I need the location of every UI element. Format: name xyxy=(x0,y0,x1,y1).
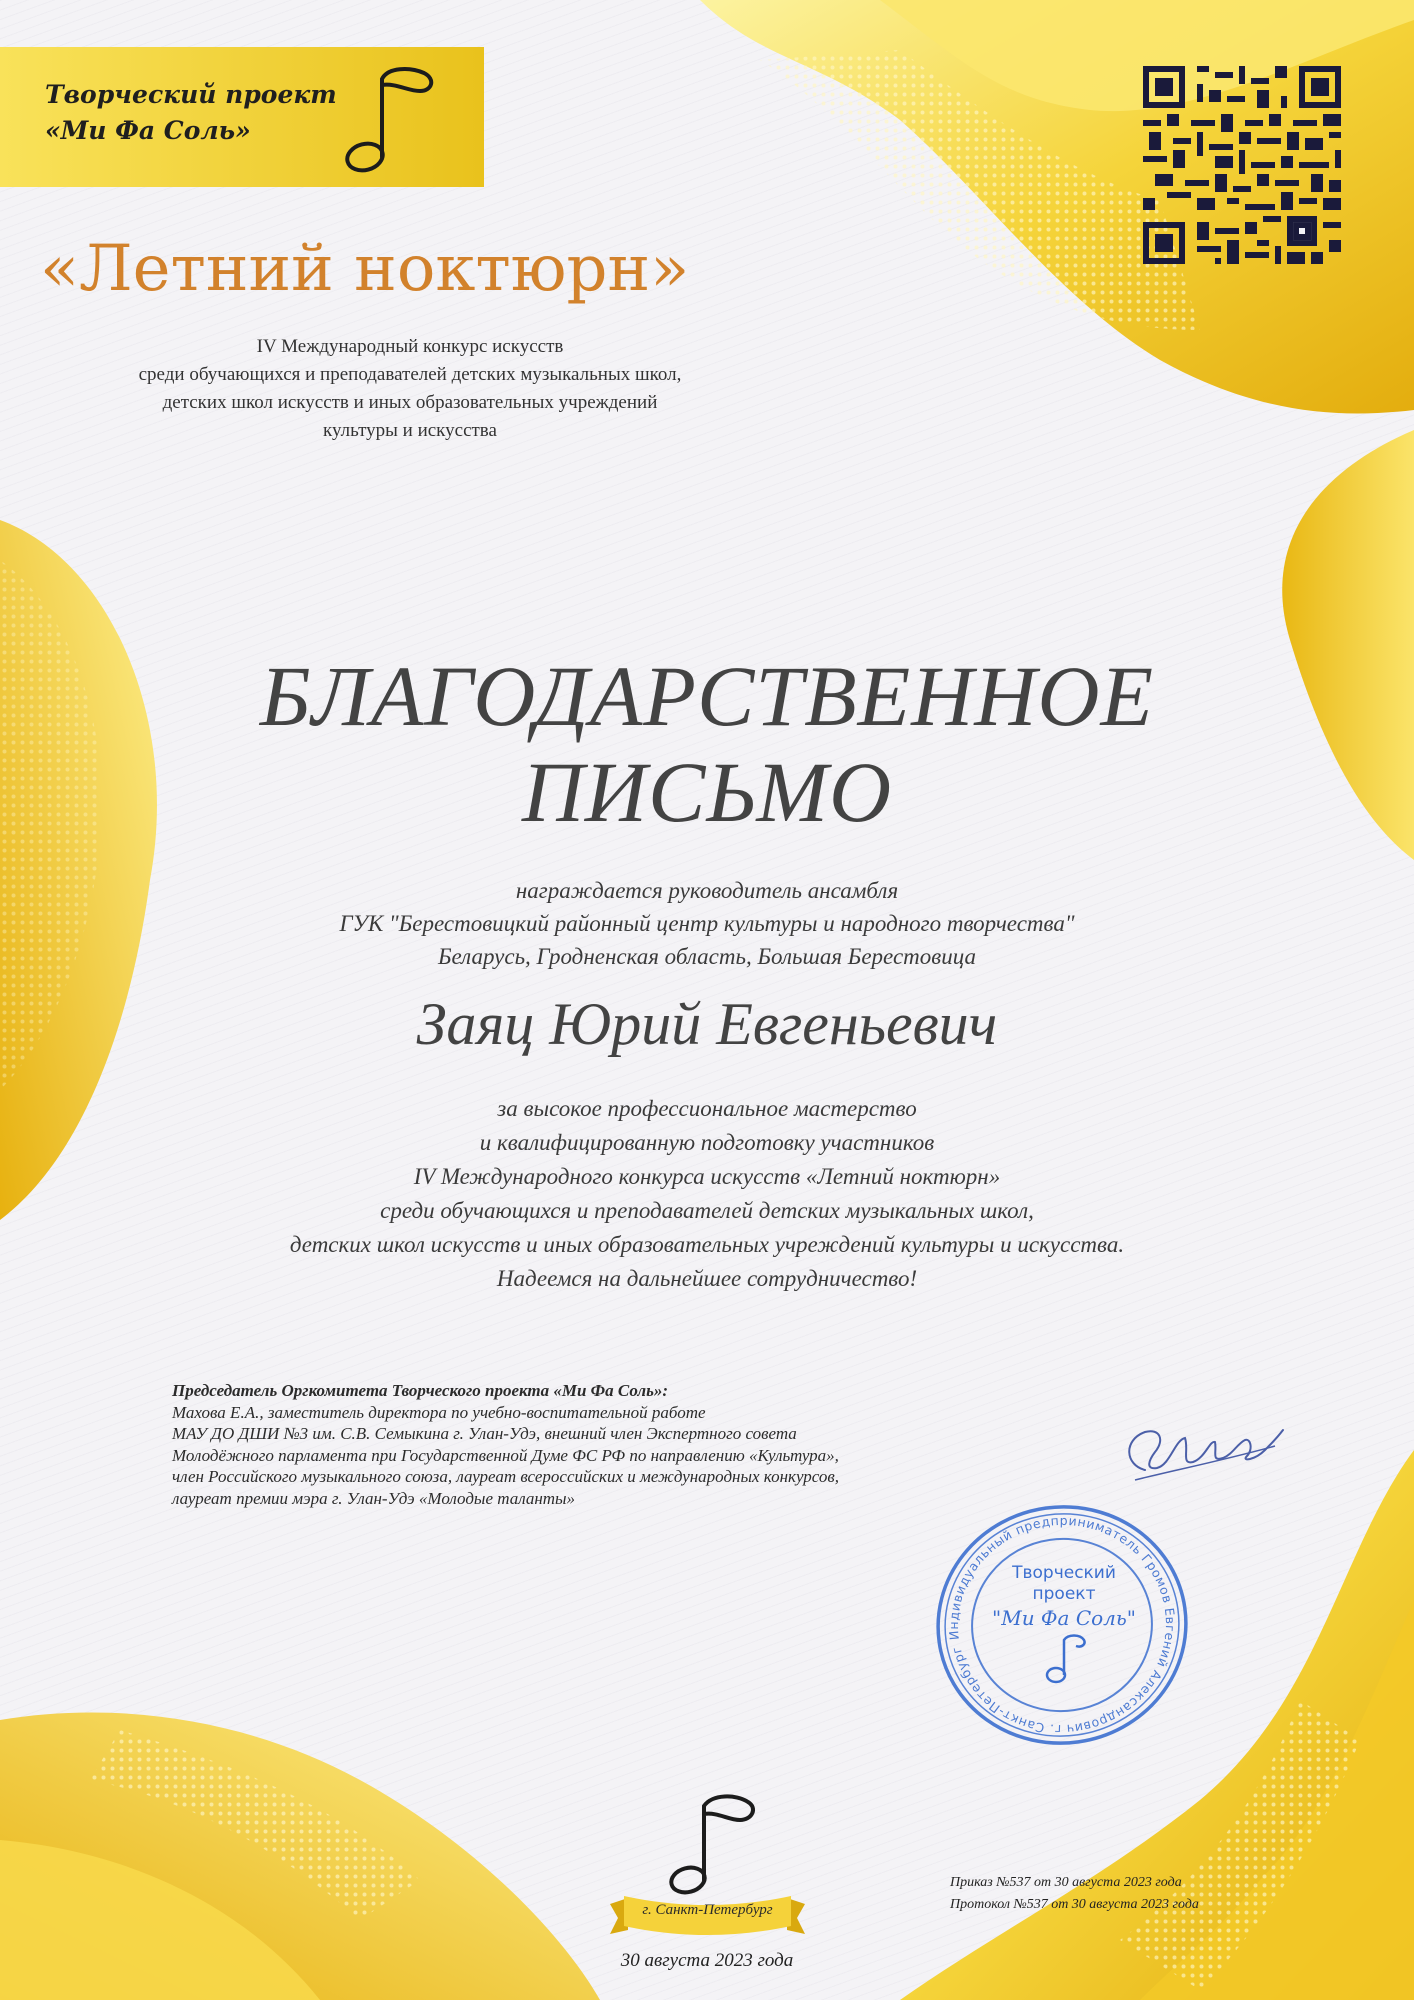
organizer-info xyxy=(172,1380,1072,1509)
logo-line-2: «Ми Фа Соль» xyxy=(45,116,251,145)
contest-subtitle-line: среди обучающихся и преподавателей детских музыкальных школ, xyxy=(138,364,682,385)
project-logo xyxy=(0,47,484,187)
seal-text-line: Творческий xyxy=(1012,1563,1116,1583)
reason-line: среди обучающихся и преподавателей детских музыкальных школ, xyxy=(380,1198,1034,1223)
contest-title: «Летний ноктюрн» xyxy=(40,232,690,306)
issue-date: 30 августа 2023 года xyxy=(620,1950,794,1971)
signature xyxy=(1115,1410,1285,1490)
organizer-line: член Российского музыкального союза, лауреат всероссийских и международных конкурсов, xyxy=(172,1467,840,1486)
organizer-line: Молодёжного парламента при Государственной Думе ФС РФ по направлению «Культура», xyxy=(172,1445,839,1465)
contest-subtitle-line: детских школ искусств и иных образовательных учреждений xyxy=(162,392,658,413)
contest-subtitle-line: культуры и искусства xyxy=(323,420,497,441)
city-label: г. Санкт-Петербург xyxy=(642,1902,773,1918)
document-title xyxy=(0,648,1414,840)
logo-line-1: Творческий проект xyxy=(45,80,337,109)
organizer-line: Махова Е.А., заместитель директора по учебно-воспитательной работе xyxy=(172,1402,706,1422)
organizer-line: МАУ ДО ДШИ №3 им. С.В. Семыкина г. Улан-Удэ, внешний член Экспертного совета xyxy=(172,1424,797,1443)
protocol-number: Протокол №537 от 30 августа 2023 года xyxy=(950,1897,1199,1912)
seal-ring-text: Индивидуальный предприниматель Громов Евгений Александрович г. Санкт-Петербург xyxy=(946,1512,1178,1738)
organizer-heading: Председатель Оргкомитета Творческого проекта «Ми Фа Соль»: xyxy=(172,1381,669,1400)
qr-code[interactable] xyxy=(1143,66,1341,264)
seal-text-line: проект xyxy=(1032,1584,1096,1604)
order-number: Приказ №537 от 30 августа 2023 года xyxy=(950,1875,1182,1890)
reason-line: за высокое профессиональное мастерство xyxy=(497,1096,917,1121)
music-note-icon xyxy=(664,1790,764,1900)
music-note-icon xyxy=(340,61,450,177)
reason-line: Надеемся на дальнейшее сотрудничество! xyxy=(496,1266,918,1291)
reason-line: и квалифицированную подготовку участников xyxy=(479,1130,935,1155)
document-title-line-1: БЛАГОДАРСТВЕННОЕ xyxy=(259,648,1155,744)
project-logo-text xyxy=(45,77,375,149)
music-note-icon xyxy=(1047,1636,1085,1683)
award-line: награждается руководитель ансамбля xyxy=(515,878,899,903)
round-seal xyxy=(932,1500,1192,1750)
document-title-line-2: ПИСЬМО xyxy=(521,744,893,840)
contest-subtitle-line: IV Международный конкурс искусств xyxy=(256,336,564,357)
award-description xyxy=(0,874,1414,973)
recipient-name: Заяц Юрий Евгеньевич xyxy=(416,991,998,1057)
award-line: ГУК "Берестовицкий районный центр культуры и народного творчества" xyxy=(339,911,1075,936)
organizer-line: лауреат премии мэра г. Улан-Удэ «Молодые таланты» xyxy=(172,1488,576,1508)
award-reason xyxy=(0,1092,1414,1296)
seal-text-line: "Ми Фа Соль" xyxy=(992,1606,1136,1630)
order-references xyxy=(950,1872,1270,1916)
contest-subtitle xyxy=(60,333,760,445)
reason-line: детских школ искусств и иных образовательных учреждений культуры и искусства. xyxy=(289,1232,1125,1257)
award-line: Беларусь, Гродненская область, Большая Берестовица xyxy=(437,944,977,969)
reason-line: IV Международного конкурса искусств «Летний ноктюрн» xyxy=(413,1164,1001,1189)
